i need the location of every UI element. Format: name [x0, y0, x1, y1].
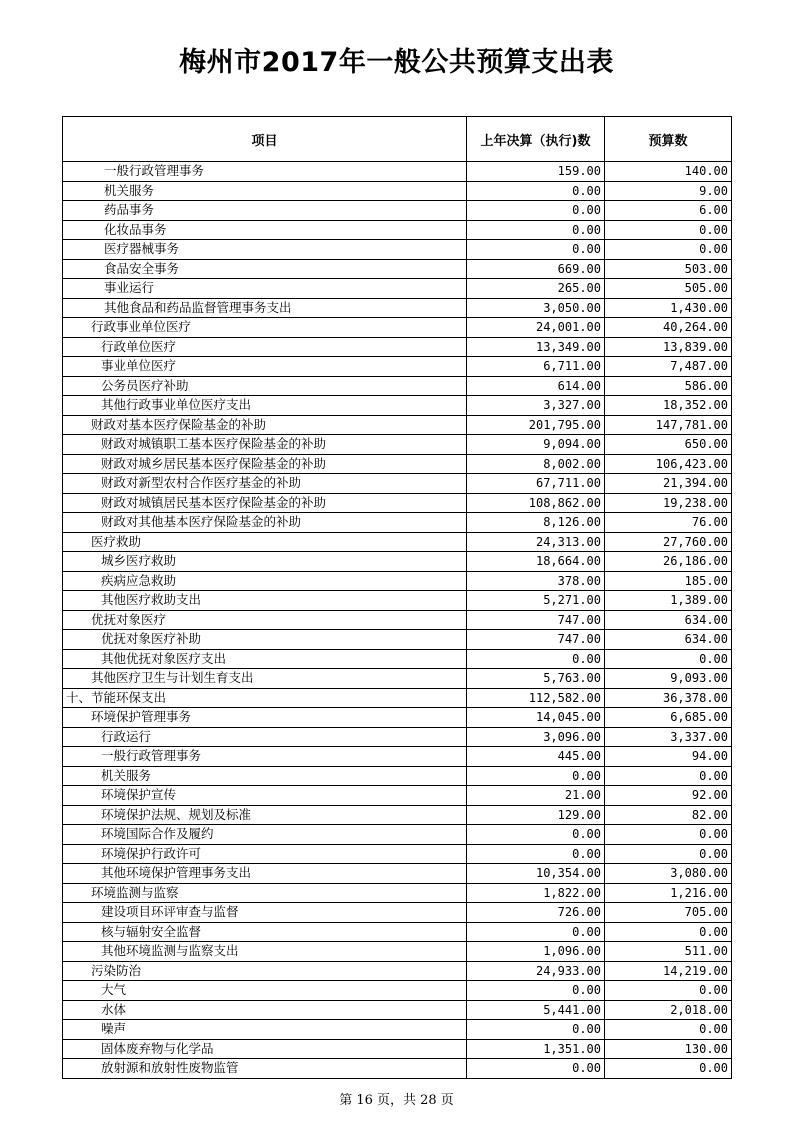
row-item-name: 放射源和放射性废物监管 — [63, 1059, 467, 1079]
row-item-name: 其他环境保护管理事务支出 — [63, 864, 467, 884]
row-item-name: 固体废弃物与化学品 — [63, 1039, 467, 1059]
row-budget-value: 1,430.00 — [605, 298, 732, 318]
row-budget-value: 0.00 — [605, 825, 732, 845]
row-budget-value: 94.00 — [605, 747, 732, 767]
row-item-name: 医疗器械事务 — [63, 240, 467, 260]
table-row — [63, 298, 732, 318]
row-prev-year-value: 0.00 — [467, 825, 605, 845]
row-prev-year-value: 24,313.00 — [467, 532, 605, 552]
row-item-name: 化妆品事务 — [63, 220, 467, 240]
row-budget-value: 9,093.00 — [605, 669, 732, 689]
row-item-name: 其他行政事业单位医疗支出 — [63, 396, 467, 416]
table-row — [63, 1059, 732, 1079]
row-budget-value: 147,781.00 — [605, 415, 732, 435]
row-budget-value: 511.00 — [605, 942, 732, 962]
row-item-name: 其他优抚对象医疗支出 — [63, 649, 467, 669]
table-row — [63, 435, 732, 455]
row-prev-year-value: 3,050.00 — [467, 298, 605, 318]
row-item-name: 行政事业单位医疗 — [63, 318, 467, 338]
row-prev-year-value: 0.00 — [467, 844, 605, 864]
row-item-name: 环境保护行政许可 — [63, 844, 467, 864]
row-prev-year-value: 0.00 — [467, 240, 605, 260]
row-item-name: 食品安全事务 — [63, 259, 467, 279]
row-item-name: 建设项目环评审查与监督 — [63, 903, 467, 923]
table-row — [63, 162, 732, 182]
row-budget-value: 7,487.00 — [605, 357, 732, 377]
row-budget-value: 586.00 — [605, 376, 732, 396]
table-row — [63, 630, 732, 650]
row-prev-year-value: 614.00 — [467, 376, 605, 396]
row-prev-year-value: 1,351.00 — [467, 1039, 605, 1059]
row-budget-value: 1,216.00 — [605, 883, 732, 903]
row-item-name: 公务员医疗补助 — [63, 376, 467, 396]
row-item-name: 药品事务 — [63, 201, 467, 221]
page-title: 梅州市2017年一般公共预算支出表 — [179, 47, 614, 78]
row-budget-value: 40,264.00 — [605, 318, 732, 338]
row-prev-year-value: 14,045.00 — [467, 708, 605, 728]
table-row — [63, 337, 732, 357]
table-row — [63, 552, 732, 572]
row-budget-value: 3,337.00 — [605, 727, 732, 747]
budget-table — [62, 116, 732, 1079]
row-budget-value: 2,018.00 — [605, 1000, 732, 1020]
row-prev-year-value: 9,094.00 — [467, 435, 605, 455]
row-item-name: 机关服务 — [63, 181, 467, 201]
table-row — [63, 708, 732, 728]
row-budget-value: 0.00 — [605, 922, 732, 942]
row-budget-value: 106,423.00 — [605, 454, 732, 474]
row-budget-value: 13,839.00 — [605, 337, 732, 357]
row-prev-year-value: 112,582.00 — [467, 688, 605, 708]
row-budget-value: 3,080.00 — [605, 864, 732, 884]
row-prev-year-value: 747.00 — [467, 630, 605, 650]
row-budget-value: 0.00 — [605, 981, 732, 1001]
row-prev-year-value: 5,441.00 — [467, 1000, 605, 1020]
table-row — [63, 240, 732, 260]
header-prev-year: 上年决算（执行)数 — [467, 117, 605, 162]
table-row — [63, 493, 732, 513]
row-item-name: 其他医疗卫生与计划生育支出 — [63, 669, 467, 689]
row-prev-year-value: 0.00 — [467, 922, 605, 942]
row-prev-year-value: 265.00 — [467, 279, 605, 299]
row-item-name: 水体 — [63, 1000, 467, 1020]
row-budget-value: 0.00 — [605, 844, 732, 864]
row-prev-year-value: 0.00 — [467, 201, 605, 221]
row-budget-value: 0.00 — [605, 1059, 732, 1079]
table-row — [63, 864, 732, 884]
row-item-name: 十、节能环保支出 — [63, 688, 467, 708]
table-row — [63, 747, 732, 767]
row-item-name: 环境保护管理事务 — [63, 708, 467, 728]
table-row — [63, 357, 732, 377]
row-budget-value: 634.00 — [605, 630, 732, 650]
row-budget-value: 0.00 — [605, 220, 732, 240]
row-item-name: 核与辐射安全监督 — [63, 922, 467, 942]
row-budget-value: 92.00 — [605, 786, 732, 806]
table-row — [63, 825, 732, 845]
row-prev-year-value: 0.00 — [467, 1059, 605, 1079]
row-prev-year-value: 0.00 — [467, 181, 605, 201]
table-row — [63, 318, 732, 338]
row-budget-value: 76.00 — [605, 513, 732, 533]
row-budget-value: 1,389.00 — [605, 591, 732, 611]
table-row — [63, 201, 732, 221]
row-prev-year-value: 18,664.00 — [467, 552, 605, 572]
table-row — [63, 942, 732, 962]
row-budget-value: 26,186.00 — [605, 552, 732, 572]
table-row — [63, 376, 732, 396]
row-prev-year-value: 67,711.00 — [467, 474, 605, 494]
row-prev-year-value: 445.00 — [467, 747, 605, 767]
table-row — [63, 786, 732, 806]
table-row — [63, 727, 732, 747]
header-item: 项目 — [63, 117, 467, 162]
row-item-name: 医疗救助 — [63, 532, 467, 552]
row-prev-year-value: 21.00 — [467, 786, 605, 806]
table-row — [63, 669, 732, 689]
row-prev-year-value: 3,327.00 — [467, 396, 605, 416]
row-item-name: 疾病应急救助 — [63, 571, 467, 591]
table-row — [63, 610, 732, 630]
row-prev-year-value: 0.00 — [467, 220, 605, 240]
row-prev-year-value: 129.00 — [467, 805, 605, 825]
row-budget-value: 6.00 — [605, 201, 732, 221]
row-item-name: 噪声 — [63, 1020, 467, 1040]
row-prev-year-value: 6,711.00 — [467, 357, 605, 377]
row-item-name: 财政对城镇职工基本医疗保险基金的补助 — [63, 435, 467, 455]
table-row — [63, 259, 732, 279]
row-item-name: 污染防治 — [63, 961, 467, 981]
row-item-name: 优抚对象医疗 — [63, 610, 467, 630]
table-row — [63, 1020, 732, 1040]
row-budget-value: 27,760.00 — [605, 532, 732, 552]
row-item-name: 一般行政管理事务 — [63, 747, 467, 767]
row-prev-year-value: 8,002.00 — [467, 454, 605, 474]
row-budget-value: 130.00 — [605, 1039, 732, 1059]
row-budget-value: 19,238.00 — [605, 493, 732, 513]
table-row — [63, 396, 732, 416]
row-prev-year-value: 378.00 — [467, 571, 605, 591]
table-row — [63, 1000, 732, 1020]
table-row — [63, 220, 732, 240]
table-row — [63, 981, 732, 1001]
header-budget: 预算数 — [605, 117, 732, 162]
table-row — [63, 591, 732, 611]
table-row — [63, 883, 732, 903]
row-item-name: 财政对其他基本医疗保险基金的补助 — [63, 513, 467, 533]
row-item-name: 财政对基本医疗保险基金的补助 — [63, 415, 467, 435]
row-budget-value: 82.00 — [605, 805, 732, 825]
row-prev-year-value: 24,001.00 — [467, 318, 605, 338]
row-item-name: 其他环境监测与监察支出 — [63, 942, 467, 962]
row-budget-value: 18,352.00 — [605, 396, 732, 416]
row-prev-year-value: 726.00 — [467, 903, 605, 923]
row-budget-value: 9.00 — [605, 181, 732, 201]
row-item-name: 事业单位医疗 — [63, 357, 467, 377]
row-item-name: 环境监测与监察 — [63, 883, 467, 903]
row-prev-year-value: 10,354.00 — [467, 864, 605, 884]
table-row — [63, 415, 732, 435]
table-row — [63, 571, 732, 591]
table-header-row — [63, 117, 732, 162]
row-item-name: 财政对城镇居民基本医疗保险基金的补助 — [63, 493, 467, 513]
table-row — [63, 922, 732, 942]
row-prev-year-value: 8,126.00 — [467, 513, 605, 533]
table-row — [63, 766, 732, 786]
row-prev-year-value: 1,096.00 — [467, 942, 605, 962]
table-row — [63, 1039, 732, 1059]
row-budget-value: 0.00 — [605, 649, 732, 669]
row-prev-year-value: 0.00 — [467, 981, 605, 1001]
table-row — [63, 279, 732, 299]
row-item-name: 事业运行 — [63, 279, 467, 299]
row-budget-value: 634.00 — [605, 610, 732, 630]
row-prev-year-value: 0.00 — [467, 1020, 605, 1040]
row-prev-year-value: 159.00 — [467, 162, 605, 182]
row-budget-value: 21,394.00 — [605, 474, 732, 494]
row-budget-value: 36,378.00 — [605, 688, 732, 708]
row-prev-year-value: 669.00 — [467, 259, 605, 279]
row-budget-value: 505.00 — [605, 279, 732, 299]
row-prev-year-value: 0.00 — [467, 766, 605, 786]
row-budget-value: 6,685.00 — [605, 708, 732, 728]
table-row — [63, 805, 732, 825]
row-prev-year-value: 0.00 — [467, 649, 605, 669]
row-item-name: 行政运行 — [63, 727, 467, 747]
row-prev-year-value: 3,096.00 — [467, 727, 605, 747]
row-budget-value: 140.00 — [605, 162, 732, 182]
table-row — [63, 474, 732, 494]
row-prev-year-value: 5,271.00 — [467, 591, 605, 611]
row-prev-year-value: 24,933.00 — [467, 961, 605, 981]
row-budget-value: 185.00 — [605, 571, 732, 591]
row-item-name: 其他医疗救助支出 — [63, 591, 467, 611]
row-prev-year-value: 5,763.00 — [467, 669, 605, 689]
row-prev-year-value: 201,795.00 — [467, 415, 605, 435]
row-prev-year-value: 747.00 — [467, 610, 605, 630]
row-budget-value: 0.00 — [605, 1020, 732, 1040]
table-row — [63, 961, 732, 981]
table-row — [63, 532, 732, 552]
table-row — [63, 903, 732, 923]
row-budget-value: 650.00 — [605, 435, 732, 455]
table-row — [63, 844, 732, 864]
table-row — [63, 649, 732, 669]
page-footer: 第 16 页，共 28 页 — [339, 1093, 454, 1108]
row-item-name: 大气 — [63, 981, 467, 1001]
table-row — [63, 513, 732, 533]
row-item-name: 行政单位医疗 — [63, 337, 467, 357]
row-item-name: 一般行政管理事务 — [63, 162, 467, 182]
row-prev-year-value: 13,349.00 — [467, 337, 605, 357]
row-prev-year-value: 1,822.00 — [467, 883, 605, 903]
row-item-name: 财政对城乡居民基本医疗保险基金的补助 — [63, 454, 467, 474]
table-row — [63, 454, 732, 474]
row-item-name: 财政对新型农村合作医疗基金的补助 — [63, 474, 467, 494]
row-item-name: 优抚对象医疗补助 — [63, 630, 467, 650]
row-item-name: 其他食品和药品监督管理事务支出 — [63, 298, 467, 318]
row-budget-value: 0.00 — [605, 240, 732, 260]
row-item-name: 机关服务 — [63, 766, 467, 786]
row-budget-value: 705.00 — [605, 903, 732, 923]
row-item-name: 城乡医疗救助 — [63, 552, 467, 572]
table-row — [63, 688, 732, 708]
row-prev-year-value: 108,862.00 — [467, 493, 605, 513]
row-budget-value: 503.00 — [605, 259, 732, 279]
row-budget-value: 14,219.00 — [605, 961, 732, 981]
row-item-name: 环境保护宣传 — [63, 786, 467, 806]
row-item-name: 环境国际合作及履约 — [63, 825, 467, 845]
row-budget-value: 0.00 — [605, 766, 732, 786]
row-item-name: 环境保护法规、规划及标准 — [63, 805, 467, 825]
table-row — [63, 181, 732, 201]
